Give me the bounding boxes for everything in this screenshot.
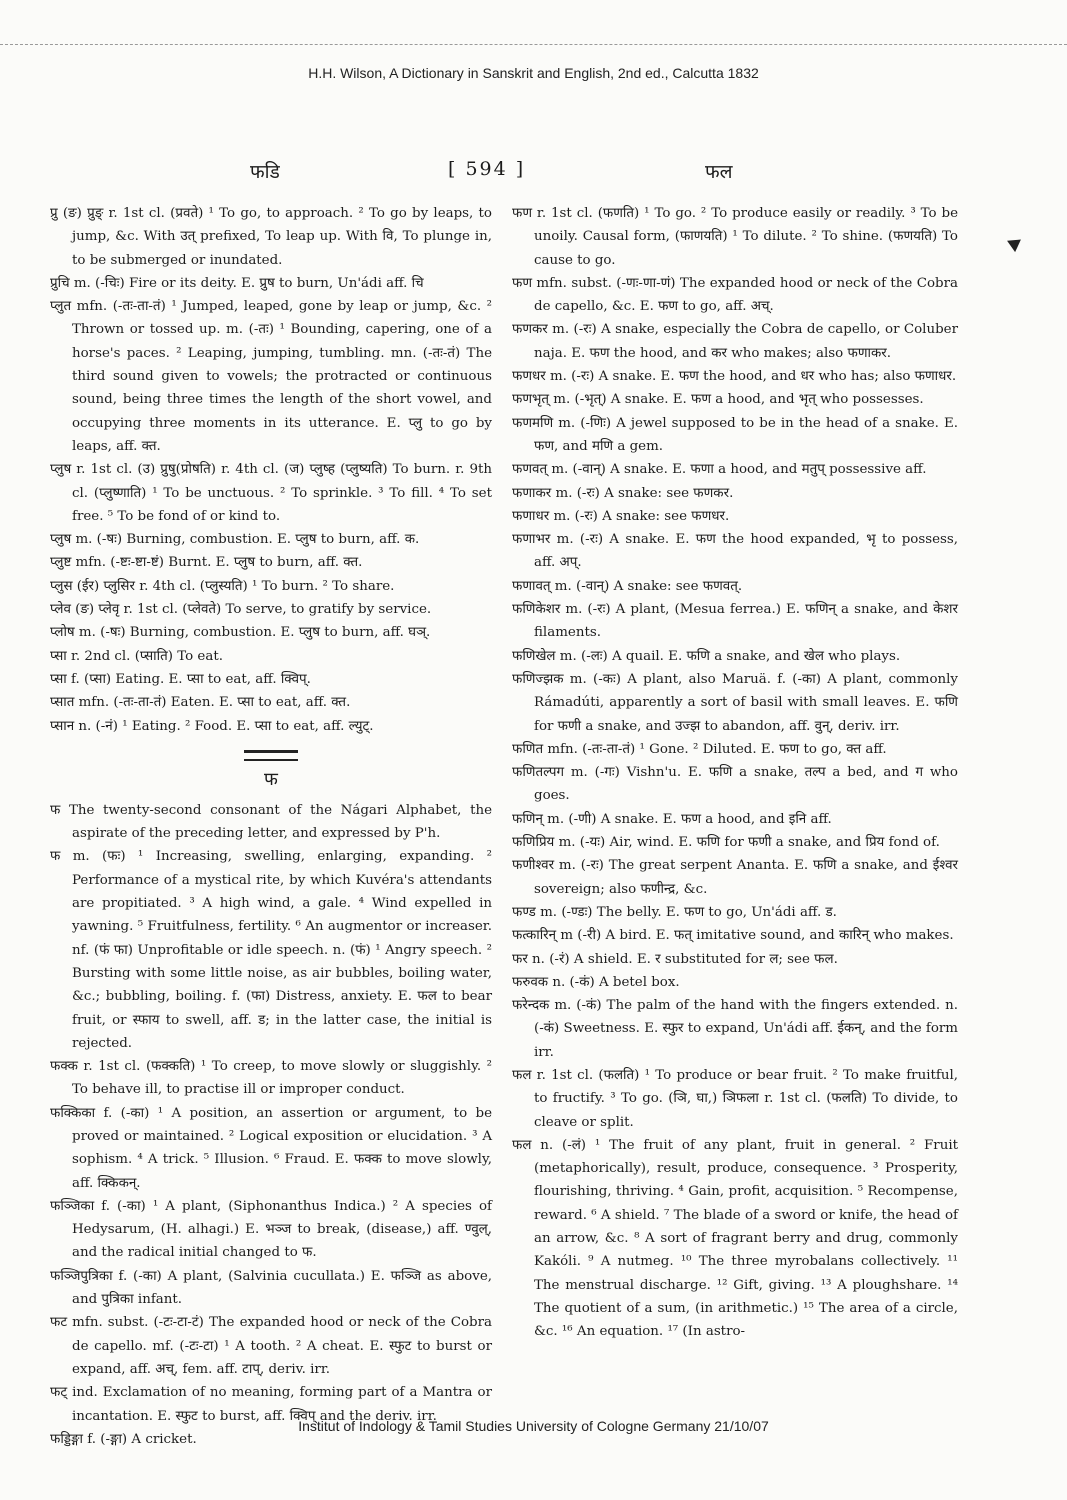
dictionary-entry: प्सात mfn. (-तः-ता-तं) Eaten. E. प्सा to eat, aff. क्त. <box>50 695 351 711</box>
dictionary-entry: फणिकेशर m. (-रः) A plant, (Mesua ferrea.) E. फणिन् a snake, and केशर filaments. <box>512 602 958 641</box>
header-caption: H.H. Wilson, A Dictionary in Sanskrit and English, 2nd ed., Calcutta 1832 <box>308 65 759 81</box>
headword-left: फडि <box>250 161 280 183</box>
dictionary-entry: प्रुचि m. (-चिः) Fire or its deity. E. प्रुष to burn, Un'ádi aff. चि <box>50 275 424 291</box>
dictionary-entry: फञ्जिपुत्रिका f. (-का) A plant, (Salvinia cucullata.) E. फञ्जि as above, and पुत्रिका infant. <box>50 1268 492 1308</box>
dictionary-entry: फणाधर m. (-रः) A snake: see फणधर. <box>512 508 730 524</box>
dictionary-entry: फल r. 1st cl. (फलति) ¹ To produce or bear fruit. ² To make fruitful, to fructify. ³ To go. (ञि, घा,) ञिफला r. 1st cl. (फलति) To divide, to cleave or split. <box>512 1067 958 1130</box>
headword-right: फल <box>705 161 733 183</box>
dictionary-entry: फण्ड m. (-ण्डः) The belly. E. फण to go, Un'ádi aff. ड. <box>512 904 837 920</box>
dictionary-entry: फड्डिङ्गा f. (-ङ्गा) A cricket. <box>50 1431 197 1447</box>
dictionary-entry: फणितल्पग m. (-गः) Vishn'u. E. फणि a snake, तल्प a bed, and ग who goes. <box>512 765 958 804</box>
dictionary-entry: फणधर m. (-रः) A snake. E. फण the hood, and धर who has; also फणाधर. <box>512 369 957 385</box>
dictionary-entry: प्लुत mfn. (-तः-ता-तं) ¹ Jumped, leaped, gone by leap or jump, &c. ² Thrown or tossed up. m. (-तः) ¹ Bounding, capering, one of a horse's paces. ² Leaping, jumping, tumbling. mn. (-तः-तं) The third sound given to vowels; the protracted or continuous sound, being three times the length of the short vowel, and occupying three moments in its utterance. E. प्लु to go by leaps, aff. क्त. <box>50 299 492 454</box>
dictionary-entry: प्लोष m. (-षः) Burning, combustion. E. प्लुष to burn, aff. घञ्. <box>50 625 431 641</box>
dictionary-entry: फणाकर m. (-रः) A snake: see फणकर. <box>512 485 734 501</box>
section-letter-heading: फ <box>264 768 278 790</box>
right-column <box>512 202 958 1344</box>
section-divider <box>244 750 298 761</box>
dictionary-entry: फर n. (-रं) A shield. E. र substituted for ल; see फल. <box>512 951 838 967</box>
dictionary-entry: फणिन् m. (-णी) A snake. E. फण a hood, and इनि aff. <box>512 811 832 827</box>
dictionary-entry: प्लुस (ईर) प्लुसिर r. 4th cl. (प्लुस्यति) ¹ To burn. ² To share. <box>50 578 395 594</box>
dictionary-entry: फणवत् m. (-वान्) A snake. E. फणा a hood, and मतुप् possessive aff. <box>512 462 927 478</box>
dictionary-entry: प्लुष r. 1st cl. (उ) प्रुषु(प्रोषति) r. 4th cl. (ज) प्लुष्ह (प्लुष्यति) To burn. r. 9th cl. (प्लुष्णाति) ¹ To be unctuous. ² To sprinkle. ³ To fill. ⁴ To set free. ⁵ To be fond of or kind to. <box>50 462 492 524</box>
dictionary-entry: फणीश्वर m. (-रः) The great serpent Ananta. E. फणि a snake, and ईश्वर sovereign; also फणीन्द्र, &c. <box>512 858 958 897</box>
dictionary-entry: फरुवक n. (-कं) A betel box. <box>512 974 680 990</box>
dictionary-entry: फणमणि m. (-णिः) A jewel supposed to be in the head of a snake. E. फण, and मणि a gem. <box>512 415 958 454</box>
dictionary-entry: फक्क r. 1st cl. (फक्कति) ¹ To creep, to move slowly or sluggishly. ² To behave ill, to practise ill or improper conduct. <box>50 1059 492 1098</box>
dictionary-entry: फरेन्दक m. (-कं) The palm of the hand with the fingers extended. n. (-कं) Sweetness. E. स्फुर to expand, Un'ádi aff. ईकन्, and the form irr. <box>512 998 958 1060</box>
dictionary-entry: फणाभर m. (-रः) A snake. E. फण the hood expanded, भृ to possess, aff. अप्. <box>512 532 958 571</box>
dictionary-entry: फणिज्झक m. (-कः) A plant, also Maruä. f. (-का) A plant, commonly Rámadúti, apparently a sort of basil with small leaves. E. फणि for फणी a snake, and उज्झ to abandon, aff. वुन्, deriv. irr. <box>512 671 958 734</box>
dictionary-entry: फणित mfn. (-तः-ता-तं) ¹ Gone. ² Diluted. E. फण to go, क्त aff. <box>512 741 887 757</box>
dictionary-entry: फ The twenty-second consonant of the Nágari Alphabet, the aspirate of the preceding letter, and expressed by P'h. <box>50 802 492 842</box>
dictionary-entry: फणिखेल m. (-लः) A quail. E. फणि a snake, and खेल who plays. <box>512 648 901 664</box>
dictionary-entry: फट् ind. Exclamation of no meaning, forming part of a Mantra or incantation. E. स्फुट to burst, aff. क्विप् and the deriv. irr. <box>50 1385 492 1424</box>
page-header <box>0 158 1067 188</box>
dictionary-entry: फल n. (-लं) ¹ The fruit of any plant, fruit in general. ² Fruit (metaphorically), result, produce, consequence. ³ Prosperity, flourishing, thriving. ⁴ Gain, profit, acquisition. ⁵ Recompense, reward. ⁶ A shield. ⁷ The blade of a sword or knife, the head of an arrow, &c. ⁸ A sort of fragrant berry and drug, commonly Kakóli. ⁹ A nutmeg. ¹⁰ The three myrobalans collectively. ¹¹ The menstrual discharge. ¹² Gift, giving. ¹³ A ploughshare. ¹⁴ The quotient of a sum, (in arithmetic.) ¹⁵ The area of a circle, &c. ¹⁶ An equation. ¹⁷ (In astro- <box>512 1137 958 1340</box>
dictionary-entry: फणकर m. (-रः) A snake, especially the Cobra de capello, or Coluber naja. E. फण the hood, and कर who makes; also फणाकर. <box>512 322 958 361</box>
dictionary-entry: फणावत् m. (-वान्) A snake: see फणवत्. <box>512 578 743 594</box>
dictionary-entry: प्सान n. (-नं) ¹ Eating. ² Food. E. प्सा to eat, aff. ल्युट्. <box>50 718 374 734</box>
dictionary-entry: फत्कारिन् m (-री) A bird. E. फत् imitative sound, and कारिन् who makes. <box>512 928 954 944</box>
left-column <box>50 202 492 1451</box>
dictionary-entry: प्सा f. (प्सा) Eating. E. प्सा to eat, aff. क्विप्. <box>50 671 311 687</box>
dictionary-entry: प्लुष m. (-षः) Burning, combustion. E. प्लुष to burn, aff. क. <box>50 532 420 548</box>
dictionary-entry: फणभृत् m. (-भृत्) A snake. E. फण a hood, and भृत् who possesses. <box>512 392 924 408</box>
dictionary-entry: फञ्जिका f. (-का) ¹ A plant, (Siphonanthus Indica.) ² A species of Hedysarum, (H. alhagi.) E. भञ्ज to break, (disease,) aff. ण्वुल्, and the radical initial changed to फ. <box>50 1198 492 1261</box>
scan-edge <box>0 44 1067 46</box>
dictionary-entry: फणिप्रिय m. (-यः) Air, wind. E. फणि for फणी a snake, and प्रिय fond of. <box>512 835 940 851</box>
margin-mark-icon <box>1007 234 1025 252</box>
dictionary-entry: प्सा r. 2nd cl. (प्साति) To eat. <box>50 648 223 664</box>
dictionary-entry: फट mfn. subst. (-टः-टा-टं) The expanded hood or neck of the Cobra de capello. mf. (-टः-टा) ¹ A tooth. ² A cheat. E. स्फुट to burst or expand, aff. अच्, fem. aff. टाप्, deriv. irr. <box>50 1315 492 1377</box>
dictionary-entry: प्लुष्ट mfn. (-ष्टः-ष्टा-ष्टं) Burnt. E. प्लुष to burn, aff. क्त. <box>50 555 363 571</box>
dictionary-entry: फ m. (फः) ¹ Increasing, swelling, enlarging, expanding. ² Performance of a mystical rite, by which Kuvéra's attendants are propitiated. ³ A high wind, a gale. ⁴ Wind expelled in yawning. ⁵ Fruitfulness, fertility. ⁶ An augmentor or increaser. nf. (फं फा) Unprofitable or idle speech. n. (फं) ¹ Angry speech. ² Bursting with some little noise, as air bubbles, boiling water, &c.; bubbling, boiling. f. (फा) Distress, anxiety. E. फल to bear fruit, or स्फाय to swell, aff. ड; in the latter case, the initial is rejected. <box>50 849 492 1051</box>
page-number: [ 594 ] <box>448 158 526 180</box>
dictionary-entry: फक्किका f. (-का) ¹ A position, an assertion or argument, to be proved or maintained. ² Logical exposition or elucidation. ³ A sophism. ⁴ A trick. ⁵ Illusion. ⁶ Fraud. E. फक्क to move slowly, aff. क्किकन्. <box>50 1105 492 1191</box>
dictionary-entry: प्रु (ङ) प्रुङ् r. 1st cl. (प्रवते) ¹ To go, to approach. ² To go by leaps, to jump, &c. With उत् prefixed, To leap up. With वि, To plunge in, to be submerged or inundated. <box>50 206 492 268</box>
footer-caption: Institut of Indology & Tamil Studies University of Cologne Germany 21/10/07 <box>298 1418 769 1434</box>
dictionary-entry: फण r. 1st cl. (फणति) ¹ To go. ² To produce easily or readily. ³ To be unoily. Causal form, (फाणयति) ¹ To dilute. ² To shine. (फणयति) To cause to go. <box>512 206 958 268</box>
dictionary-entry: फण mfn. subst. (-णः-णा-णं) The expanded hood or neck of the Cobra de capello, &c. E. फण to go, aff. अच्. <box>512 275 958 315</box>
dictionary-entry: प्लेव (ङ) प्लेवृ r. 1st cl. (प्लेवते) To serve, to gratify by service. <box>50 602 432 618</box>
